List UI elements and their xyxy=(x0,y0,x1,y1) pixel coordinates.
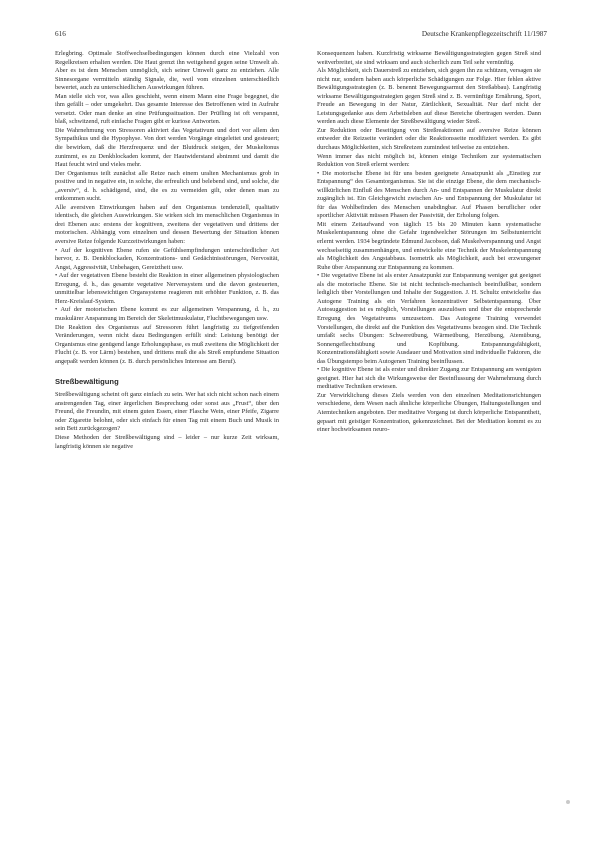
paragraph: Die Reaktion des Organismus auf Stressoren führt langfristig zu tiefgreifenden Veränderungen, wenn nicht dazu Bedingungen erfüllt sind: Leistung benötigt der Organismus eine genügend lange Erholungsphase, es muß zweitens die Möglichkeit der Flucht (z. B. vor Lärm) bestehen, und drittens muß die als Streß empfundene Situation angepaßt werden können (z. B. durch persönliches Interesse am Beruf). xyxy=(55,323,279,365)
paragraph: Der Organismus teilt zunächst alle Reize nach einem uralten Mechanismus grob in positive und in negative ein, in solche, die erfreulich und belebend sind, und solche, die „aversiv“, d. h. schädigend, sind, die es zu vermeiden gilt, oder denen man zu entkommen sucht. xyxy=(55,169,279,203)
paragraph: Man stelle sich vor, was alles geschieht, wenn einem Mann eine Frage begegnet, die ihm gefällt – oder umgekehrt. Das gesamte Interesse des Betroffenen wird in Aufruhr versetzt. Oder man denke an eine Prüfungssituation. Der Prüfling ist oft verspannt, blaß, schwitzend, ruft einfache Fragen gibt er kuriose Antworten. xyxy=(55,92,279,126)
left-column xyxy=(55,50,279,451)
paragraph: Streßbewältigung scheint oft ganz einfach zu sein. Wer hat sich nicht schon nach einem anstrengenden Tag, einer ärgerlichen Besprechung oder sonst aus „Frust“, über den Freund, die Freundin, mit einem guten Essen, einer Flasche Wein, einer Pfeife, Zigarre oder Zigarette belohnt, oder sich einfach für einen Tag mit einem Buch und Musik in sein Bett zurückgezogen? xyxy=(55,391,279,433)
journal-title: Deutsche Krankenpflegezeitschrift 11/1987 xyxy=(421,30,547,38)
bullet-paragraph: • Die vegetative Ebene ist als erster Ansatzpunkt zur Entspannung weniger gut geeignet als die motorische Ebene. Sie ist nicht technisch-mechanisch beeinflußbar, sondern lediglich über Vorstellungen und Inhalte der Suggestion. J. H. Schultz entwickelte das Autogene Training als ein Verfahren konzentrativer Selbstentspannung. Über Autosuggestion ist es möglich, Vorstellungen auszulösen und über die entsprechende Erregung des Vegetativums umzusetzen. Das Autogene Training verwendet Vorstellungen, die direkt auf die Funktion des Vegetativums bezogen sind. Die Technik umfaßt sechs Übungen: Schwereübung, Wärmeübung, Herzübung, Atemübung, Sonnengeflechtsübung und Kopfübung. Entspannungsfähigkeit, Konzentrationsfähigkeit sowie Ausdauer und Motivation sind individuelle Faktoren, die das Übungstempo beim Autogenen Training beeinflussen. xyxy=(317,272,541,365)
page-header xyxy=(55,30,547,44)
paragraph: Zur Verwirklichung dieses Ziels werden von den einzelnen Meditationsrichtungen verschiedene, dem Wesen nach ähnliche körperliche Übungen, Haltungsstellungen und Atemtechniken angeboten. Der meditative Vorgang ist durch körperliche Entspanntheit, gepaart mit geistiger Konzentration, gekennzeichnet. Bei der Meditation kommt es zu einer hochwirksamen neuro- xyxy=(317,391,541,434)
section-heading: Streßbewältigung xyxy=(55,377,119,387)
bullet-paragraph: • Auf der vegetativen Ebene besteht die Reaktion in einer allgemeinen physiologischen Erregung, d. h., das gesamte vegetative Nervensystem und die davon gesteuerten, unmittelbar lebenswichtigen Organsysteme reagieren mit erhöhter Funktion, z. B. das Herz-Kreislauf-System. xyxy=(55,272,279,305)
right-column xyxy=(317,50,541,435)
paragraph: Alle aversiven Einwirkungen haben auf den Organismus tendenziell, qualitativ identisch, die gleichen Auswirkungen. Sie wirken sich im menschlichen Organismus in drei Ebenen aus: erstens der kognitiven, zweitens der vegetativen und drittens der motorischen. Abhängig vom einzelnen und dessen Bewertung der Situation können aversive Reize folgende Kurzzeitwirkungen haben: xyxy=(55,203,279,246)
paragraph: Konsequenzen haben. Kurzfristig wirksame Bewältigungsstrategien gegen Streß sind weitverbreitet, sie sind wirksam und auch sicherlich zum Teil sehr vernünftig. xyxy=(317,50,541,66)
paragraph: Zur Reduktion oder Beseitigung von Streßreaktionen auf aversive Reize können entweder die Reizseite verändert oder die Reaktionsseite modifiziert werden. Es gibt durchaus Möglichkeiten, sich Streßreizen zumindest teilweise zu entziehen. xyxy=(317,126,541,152)
paragraph: Mit einem Zeitaufwand von täglich 15 bis 20 Minuten kann systematische Muskelentspannung ohne die Gefahr irgendwelcher Störungen im Selbstunterricht erlernt werden. 1934 begründete Edmund Jacobson, daß Muskelverspannung und Angst wechselseitig zusammenhängen, und entwickelte eine Technik der Muskelentspannung als Möglichkeit des Angstabbaus. Isometrik als Möglichkeit, auch bei erzwungener Ruhe über Anspannung zur Entspannung zu kommen. xyxy=(317,220,541,271)
bullet-paragraph: • Auf der motorischen Ebene kommt es zur allgemeinen Verspannung, d. h., zu muskulärer Anspannung im Bereich der Skelettmuskulatur, Fluchtbewegungen usw. xyxy=(55,306,279,322)
paragraph: Die Wahrnehmung von Stressoren aktiviert das Vegetativum und dort vor allem den Sympathikus und die Hypophyse. Von dort werden Vorgänge eingeleitet und gesteuert; die bewirken, daß die Herzfrequenz und der Blutdruck steigen, der Muskeltonus zunimmt, es zu Denkblockaden kommt, der Hautwiderstand abnimmt und damit die Haut feucht wird und vieles mehr. xyxy=(55,126,279,169)
bullet-paragraph: • Auf der kognitiven Ebene rufen sie Gefühlsempfindungen unterschiedlicher Art hervor, z. B. Denkblockaden, Konzentrations- und Gedächtnisstörungen, Nervosität, Angst, Aggressivität, Unbehagen, Gereiztheit usw. xyxy=(55,246,279,271)
bullet-paragraph: • Die kognitive Ebene ist als erster und direkter Zugang zur Entspannung am wenigsten geeignet. Hier hat sich die Wirkungsweise der Beeinflussung der Wahrnehmung durch meditative Techniken erwiesen. xyxy=(317,366,541,391)
page-number: 616 xyxy=(55,30,66,38)
page-dot-mark xyxy=(566,800,570,804)
paragraph: Diese Methoden der Streßbewältigung sind – leider – nur kurze Zeit wirksam, langfristig können sie negative xyxy=(55,433,279,450)
paragraph: Als Möglichkeit, sich Dauerstreß zu entziehen, sich gegen ihn zu schützen, versagen sie nicht nur, sondern haben auch körperliche Schädigungen zur Folge. Hier fehlen aktive Bewältigungsstrategien (z. B. benennt Bewegungsarmut den Streßabbau). Langfristig wirksame Bewältigungsstrategien gegen Streß sind z. B. vernünftige Ernährung, Sport, Freude an Bewegung in der Natur, Zärtlichkeit, Sexualität. Nur darf nicht der Leistungsgedanke aus dem Arbeitsleben auf diese Bereiche übertragen werden. Dann werden auch diese Elemente der Streßbewältigung wieder Streß. xyxy=(317,67,541,126)
paragraph: Wenn immer das nicht möglich ist, können einige Techniken zur systematischen Reduktion von Streß erlernt werden: xyxy=(317,152,541,169)
bullet-paragraph: • Die motorische Ebene ist für uns besten geeignete Ansatzpunkt als „Einstieg zur Entspannung“ des Gesamtorganismus. Sie ist die einzige Ebene, die dem mechanisch-willkürlichen Einfluß des Menschen durch An- und Entspannen der Muskulatur direkt zugänglich ist. Ein Gleichgewicht zwischen An- und Entspannung der Muskulatur ist für das Wohlbefinden des Menschen unabdingbar. Auf Phasen beruflicher oder sportlicher Aktivität müssen Phasen der Passivität, der Erholung folgen. xyxy=(317,169,541,220)
paragraph: Erlegbring. Optimale Stoffwechselbedingungen können durch eine Vielzahl von Regelkreisen erhalten werden. Die Haut grenzt ihn weitgehend gegen seine Umwelt ab. Aber es ist dem Menschen unmöglich, sich seiner Umwelt ganz zu entziehen. Alle Sinnesorgane vermitteln ständig Signale, die, weil vom einzelnen unterschiedlich bewertet, auch zu unterschiedlichen Auswirkungen führen. xyxy=(55,50,279,92)
